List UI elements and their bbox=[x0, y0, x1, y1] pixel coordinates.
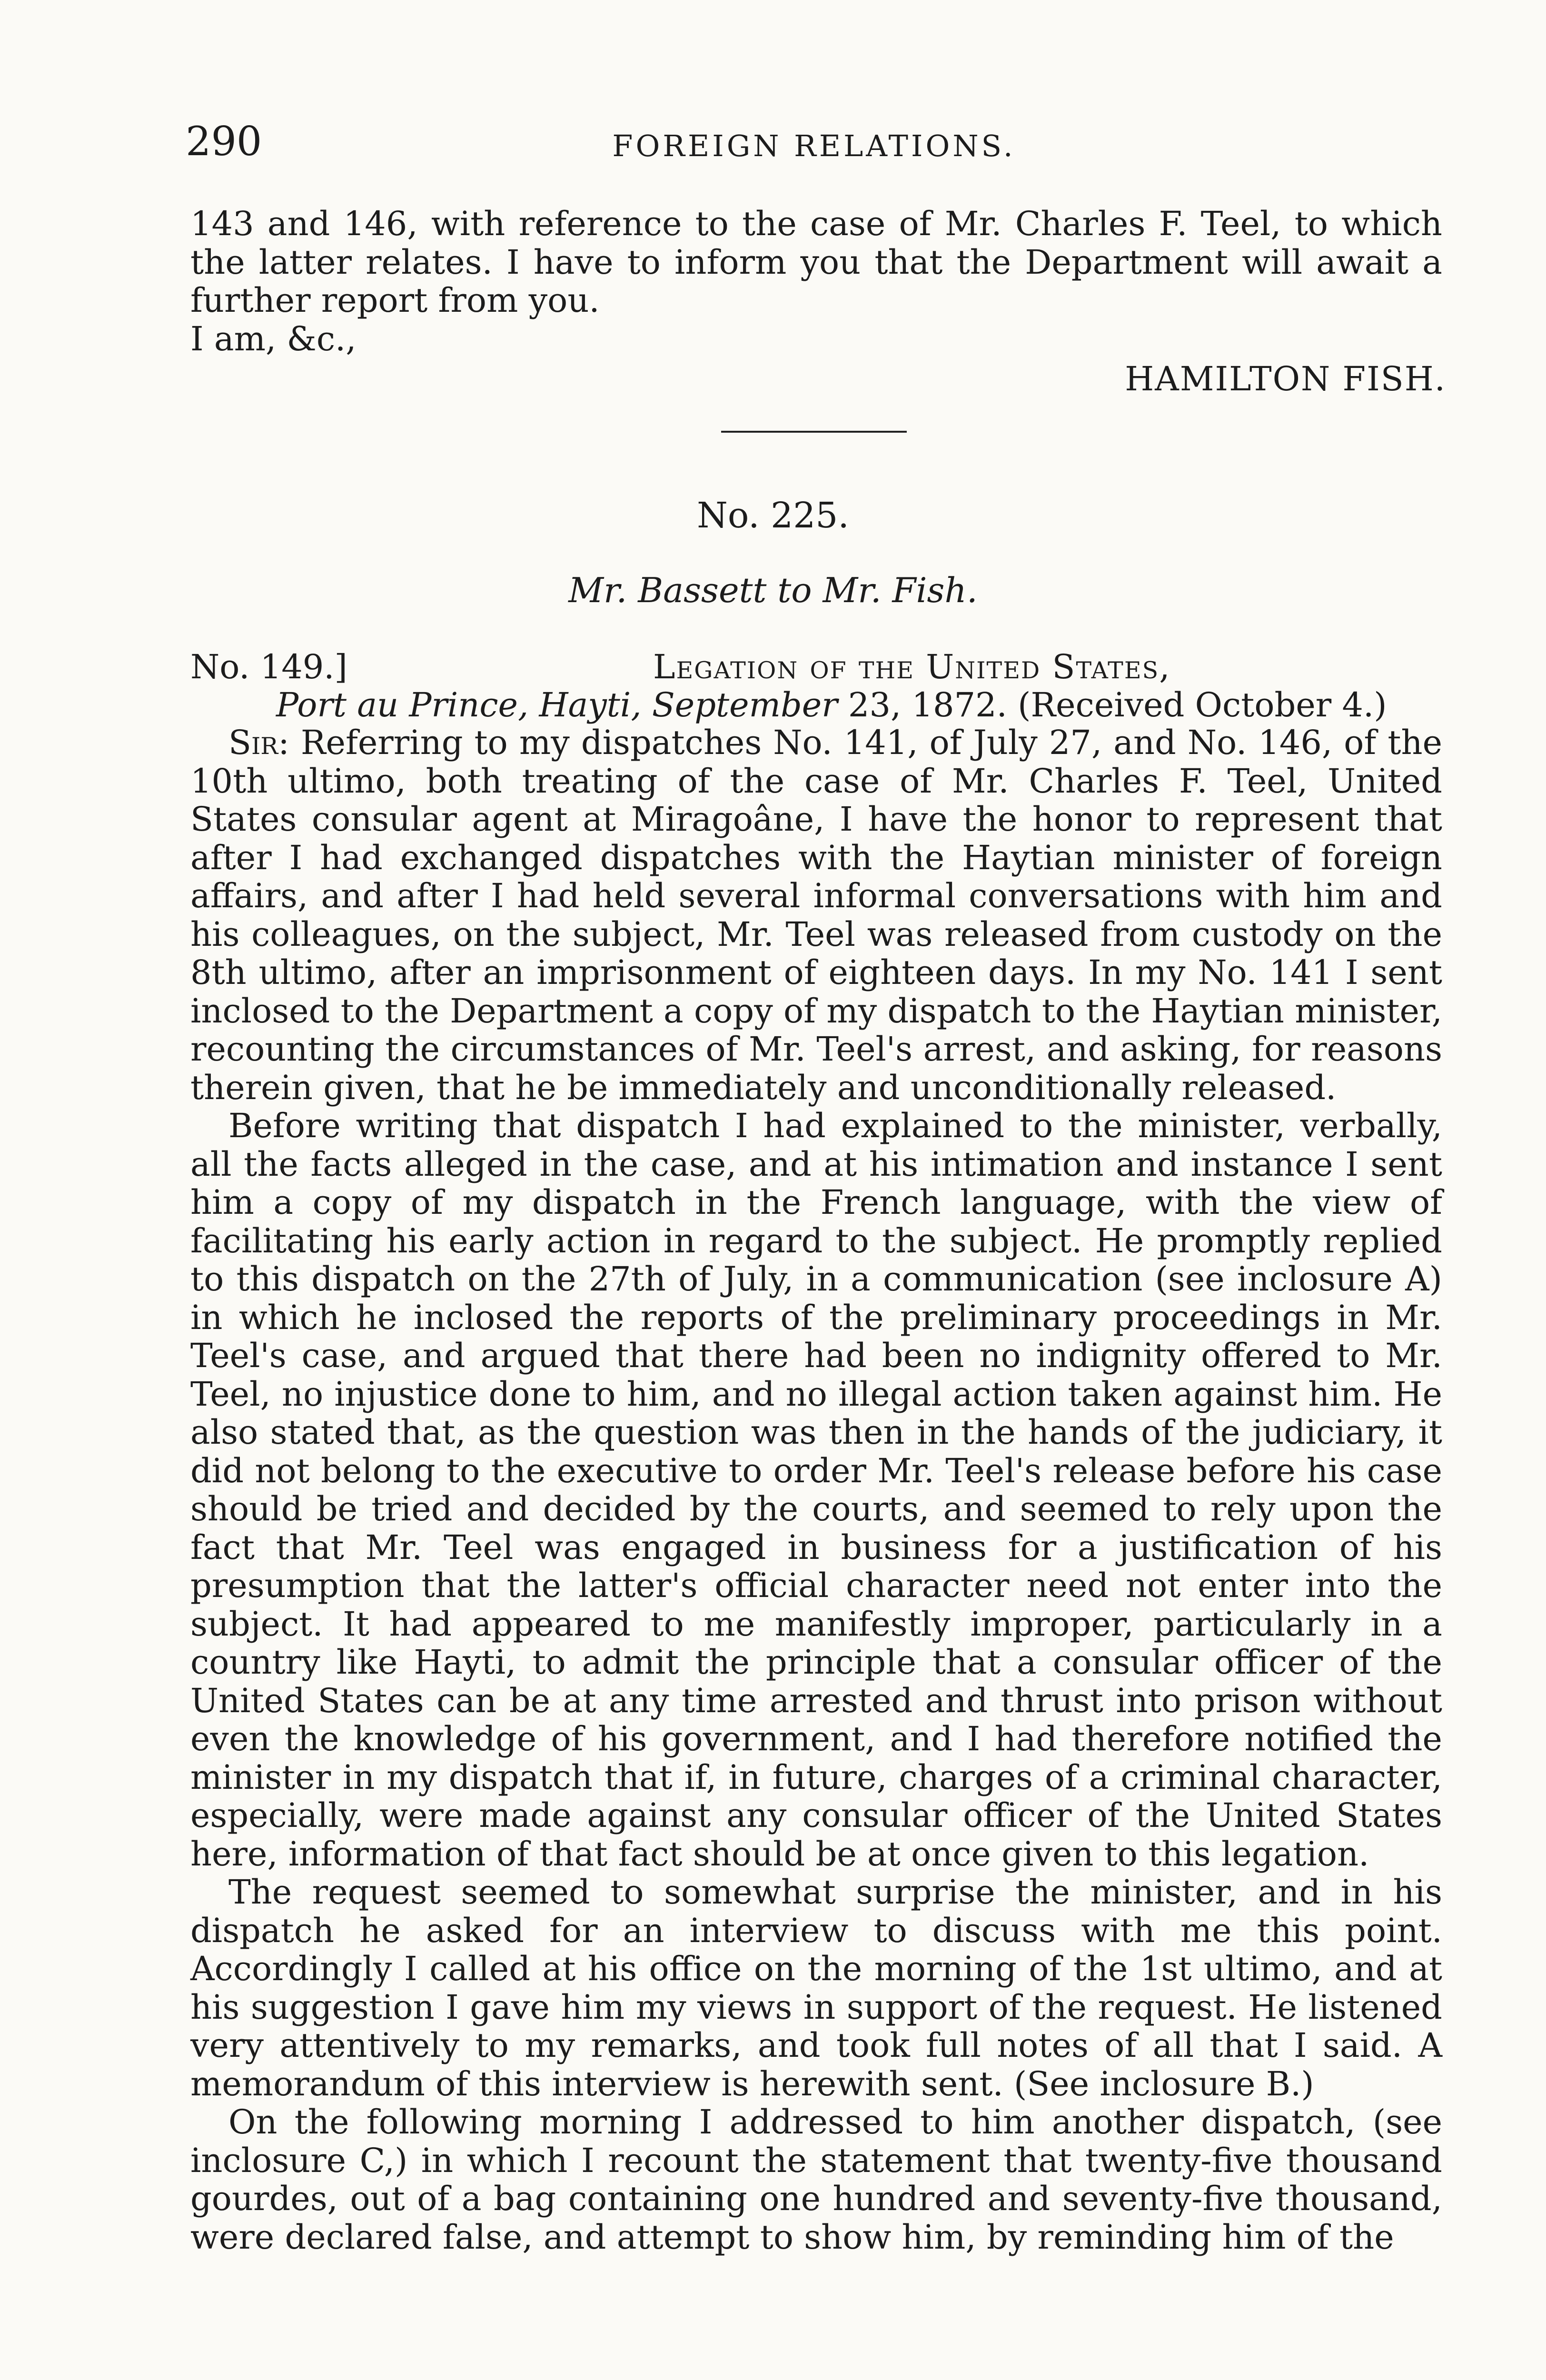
paragraph: On the following morning I addressed to him another dispatch, (see inclosure C,) in which I recount the statement that twenty-five thousand gourdes, out of a bag containing one hundred and seventy-five thousand, were declared false, and attempt to show him, by reminding him of the bbox=[190, 2102, 1442, 2257]
previous-letter-text: 143 and 146, with reference to the case of Mr. Charles F. Teel, to which the latter relates. I have to inform you that the Department will await a further report from you. bbox=[190, 204, 1442, 320]
place-date: Port au Prince, Hayti, September bbox=[276, 685, 838, 724]
letter-body bbox=[190, 724, 1442, 2256]
paragraph-text: Referring to my dispatches No. 141, of July 27, and No. 146, of the 10th ultimo, both treating of the case of Mr. Charles F. Teel, United States consular agent at Miragoâne, I have the honor to represent that after I had exchanged dispatches with the Haytian minister of foreign affairs, and after I had held several informal conversations with him and his colleagues, on the subject, Mr. Teel was released from custody on the 8th ultimo, after an imprisonment of eighteen days. In my No. 141 I sent inclosed to the Department a copy of my dispatch to the Haytian minister, recounting the circumstances of Mr. Teel's arrest, and asking, for reasons therein given, that he be immediately and unconditionally released. bbox=[190, 723, 1442, 1107]
previous-letter bbox=[190, 205, 1442, 358]
running-title: FOREIGN RELATIONS. bbox=[612, 129, 1016, 163]
page-number: 290 bbox=[186, 118, 262, 165]
date-rest: 23, 1872. bbox=[848, 685, 1007, 724]
salutation: Sir: bbox=[228, 723, 289, 762]
dispatch-number: No. 149.] bbox=[190, 647, 347, 686]
paragraph: The request seemed to somewhat surprise the minister, and in his dispatch he asked for an interview to discuss with me this point. Accordingly I called at his office on the morning of the 1st ultimo, and at his suggestion I gave him my views in support of the request. He listened very attentively to my remarks, and took full notes of all that I said. A memorandum of this interview is herewith sent. (See inclosure B.) bbox=[190, 1873, 1442, 2103]
paragraph bbox=[190, 724, 1442, 1107]
document-number: No. 225. bbox=[697, 495, 849, 536]
page-header bbox=[186, 118, 1442, 175]
signature: HAMILTON FISH. bbox=[1125, 359, 1446, 398]
legation-heading: Legation of the United States, bbox=[653, 647, 1171, 686]
closing-line: I am, &c., bbox=[190, 319, 357, 358]
place-date-line bbox=[276, 685, 1387, 724]
section-divider bbox=[721, 431, 907, 433]
received-note: (Received October 4.) bbox=[1018, 685, 1387, 724]
document-title: Mr. Bassett to Mr. Fish. bbox=[568, 570, 978, 610]
paragraph: Before writing that dispatch I had explained to the minister, verbally, all the facts alleged in the case, and at his intimation and instance I sent him a copy of my dispatch in the French language, with the view of facilitating his early action in regard to the subject. He promptly replied to this dispatch on the 27th of July, in a communication (see inclosure A) in which he inclosed the reports of the preliminary proceedings in Mr. Teel's case, and argued that there had been no indignity offered to Mr. Teel, no injustice done to him, and no illegal action taken against him. He also stated that, as the question was then in the hands of the judiciary, it did not belong to the executive to order Mr. Teel's release before his case should be tried and decided by the courts, and seemed to rely upon the fact that Mr. Teel was engaged in business for a justification of his presumption that the latter's official character need not enter into the subject. It had appeared to me manifestly improper, particularly in a country like Hayti, to admit the principle that a consular officer of the United States can be at any time arrested and thrust into prison without even the knowledge of his government, and I had therefore notified the minister in my dispatch that if, in future, charges of a criminal character, especially, were made against any consular officer of the United States here, information of that fact should be at once given to this legation. bbox=[190, 1106, 1442, 1874]
